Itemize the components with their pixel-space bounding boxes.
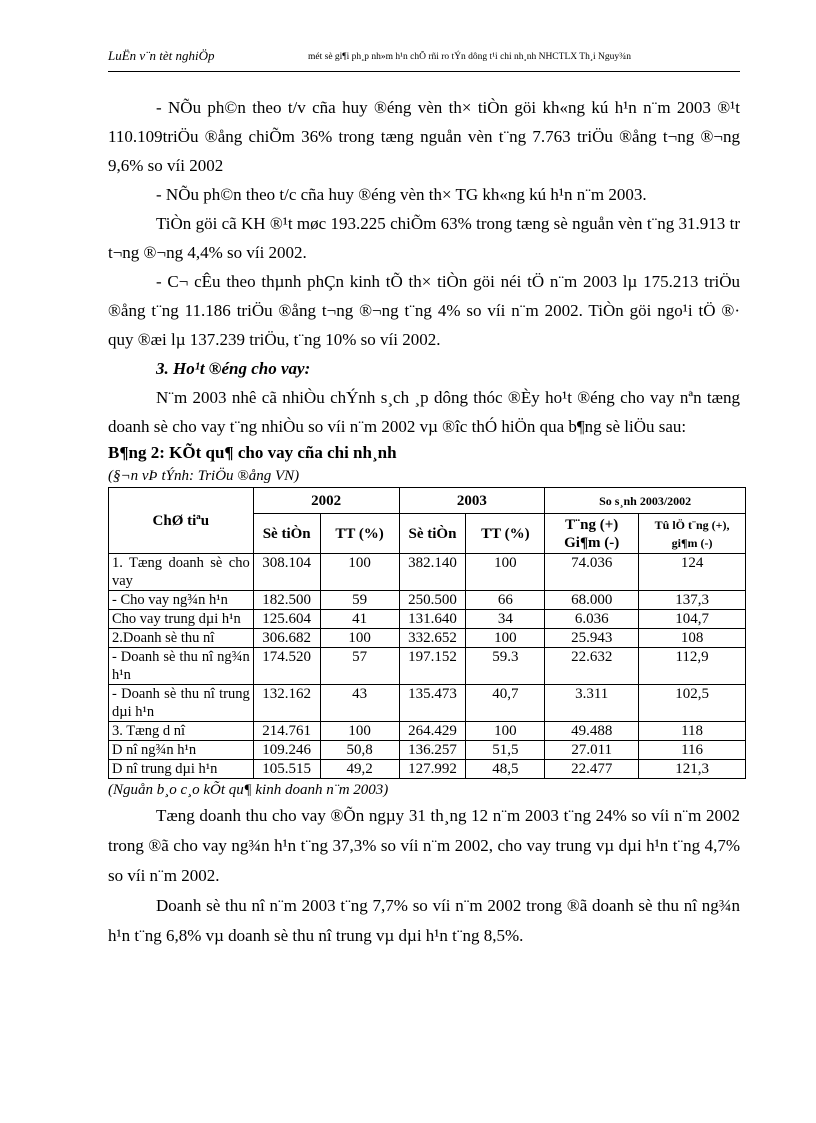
cell-t2002: 49,2 xyxy=(320,760,399,779)
page-header xyxy=(108,46,740,68)
cell-t2002: 43 xyxy=(320,685,399,722)
header-amount-2002: Sè tiÒn xyxy=(253,514,320,554)
header-right-title: mét sè gi¶i ph¸p nh»m h¹n chÕ rñi ro tÝn dông t¹i chi nh¸nh NHCTLX Th¸i Nguy¾n xyxy=(308,52,632,62)
header-2003: 2003 xyxy=(399,488,545,514)
header-share-2002: TT (%) xyxy=(320,514,399,554)
cell-change: 49.488 xyxy=(545,722,639,741)
row-label: D nî trung dµi h¹n xyxy=(109,760,254,779)
table-row xyxy=(109,591,746,610)
paragraph-7: Doanh sè thu nî n¨m 2003 t¨ng 7,7% so víi n¨m 2002 trong ®ã doanh sè thu nî ng¾n h¹n t¨ng 6,8% vµ doanh sè thu nî trung vµ dµi h¹n t¨ng 8,5%. xyxy=(108,896,740,945)
cell-a2002: 109.246 xyxy=(253,741,320,760)
row-label: - Doanh sè thu nî trung dµi h¹n xyxy=(109,685,254,722)
paragraph-2: - NÕu ph©n theo t/c cña huy ®éng vèn th× TG kh«ng kú h¹n n¨m 2003. xyxy=(156,185,647,204)
cell-a2003: 332.652 xyxy=(399,629,466,648)
cell-a2003: 131.640 xyxy=(399,610,466,629)
cell-t2002: 59 xyxy=(320,591,399,610)
table-row xyxy=(109,741,746,760)
cell-ratio: 124 xyxy=(639,554,746,591)
cell-t2003: 100 xyxy=(466,554,545,591)
section-heading: 3. Ho¹t ®éng cho vay: xyxy=(156,359,311,378)
cell-change: 74.036 xyxy=(545,554,639,591)
cell-t2003: 40,7 xyxy=(466,685,545,722)
paragraph-3: TiÒn göi cã KH ®¹t møc 193.225 chiÕm 63% trong tæng sè nguån vèn t¨ng 31.913 tr t¬ng ®¬ng 4,4% so víi 2002. xyxy=(108,214,740,262)
header-indicator: ChØ tiªu xyxy=(109,488,254,554)
row-label: Cho vay trung dµi h¹n xyxy=(109,610,254,629)
cell-ratio: 121,3 xyxy=(639,760,746,779)
table-row xyxy=(109,610,746,629)
cell-a2003: 382.140 xyxy=(399,554,466,591)
table-row xyxy=(109,554,746,591)
cell-a2002: 182.500 xyxy=(253,591,320,610)
header-2002: 2002 xyxy=(253,488,399,514)
paragraph-5: N¨m 2003 nhê cã nhiÒu chÝnh s¸ch ¸p dông thóc ®Èy ho¹t ®éng cho vay nªn tæng doanh sè cho vay t¨ng nhiÒu so víi n¨m 2002 vµ ®îc thÓ hiÖn qua b¶ng sè liÖu sau: xyxy=(108,388,740,436)
cell-change: 27.011 xyxy=(545,741,639,760)
cell-t2002: 100 xyxy=(320,629,399,648)
cell-change: 22.477 xyxy=(545,760,639,779)
cell-a2003: 135.473 xyxy=(399,685,466,722)
cell-change: 3.311 xyxy=(545,685,639,722)
cell-a2002: 125.604 xyxy=(253,610,320,629)
header-change: T¨ng (+) Gi¶m (-) xyxy=(545,514,639,554)
table-row xyxy=(109,648,746,685)
table-source: (Nguån b¸o c¸o kÕt qu¶ kinh doanh n¨m 2003) xyxy=(108,782,389,798)
table-title: B¶ng 2: KÕt qu¶ cho vay cña chi nh¸nh xyxy=(108,443,397,462)
header-left-title: LuËn v¨n tèt nghiÖp xyxy=(108,48,215,63)
table-row xyxy=(109,760,746,779)
row-label: 2.Doanh sè thu nî xyxy=(109,629,254,648)
cell-a2003: 197.152 xyxy=(399,648,466,685)
row-label: - Doanh sè thu nî ng¾n h¹n xyxy=(109,648,254,685)
table-row xyxy=(109,685,746,722)
header-share-2003: TT (%) xyxy=(466,514,545,554)
row-label: - Cho vay ng¾n h¹n xyxy=(109,591,254,610)
loan-results-table xyxy=(108,487,746,779)
cell-change: 22.632 xyxy=(545,648,639,685)
cell-t2003: 51,5 xyxy=(466,741,545,760)
cell-t2003: 59.3 xyxy=(466,648,545,685)
cell-t2002: 100 xyxy=(320,554,399,591)
cell-a2002: 214.761 xyxy=(253,722,320,741)
cell-ratio: 104,7 xyxy=(639,610,746,629)
table-unit: (§¬n vÞ tÝnh: TriÖu ®ång VN) xyxy=(108,468,300,484)
cell-a2003: 127.992 xyxy=(399,760,466,779)
cell-change: 25.943 xyxy=(545,629,639,648)
header-ratio: Tû lÖ t¨ng (+), gi¶m (-) xyxy=(639,514,746,554)
cell-t2003: 66 xyxy=(466,591,545,610)
cell-t2002: 100 xyxy=(320,722,399,741)
cell-ratio: 118 xyxy=(639,722,746,741)
paragraph-6: Tæng doanh thu cho vay ®Õn ngµy 31 th¸ng 12 n¨m 2003 t¨ng 24% so víi n¨m 2002 trong ®ã cho vay ng¾n h¹n t¨ng 37,3% so víi n¨m 2002, cho vay trung vµ dµi h¹n t¨ng 4,7% so víi n¨m 2002. xyxy=(108,806,740,885)
cell-t2003: 48,5 xyxy=(466,760,545,779)
cell-t2003: 100 xyxy=(466,629,545,648)
row-label: D nî ng¾n h¹n xyxy=(109,741,254,760)
cell-t2003: 34 xyxy=(466,610,545,629)
cell-t2002: 41 xyxy=(320,610,399,629)
cell-a2002: 105.515 xyxy=(253,760,320,779)
cell-a2002: 308.104 xyxy=(253,554,320,591)
paragraph-1: - NÕu ph©n theo t/v cña huy ®éng vèn th× tiÒn göi kh«ng kú h¹n n¨m 2003 ®¹t 110.109triÖu ®ång chiÕm 36% trong tæng nguån vèn t¨ng 7.763 triÖu ®ång t¬ng ®¬ng 9,6% so víi 2002 xyxy=(108,98,740,175)
cell-a2002: 174.520 xyxy=(253,648,320,685)
table-body xyxy=(109,554,746,779)
row-label: 1. Tæng doanh sè cho vay xyxy=(109,554,254,591)
cell-a2003: 250.500 xyxy=(399,591,466,610)
table-row xyxy=(109,722,746,741)
cell-ratio: 137,3 xyxy=(639,591,746,610)
header-rule xyxy=(108,71,740,72)
header-amount-2003: Sè tiÒn xyxy=(399,514,466,554)
cell-t2002: 57 xyxy=(320,648,399,685)
cell-a2002: 132.162 xyxy=(253,685,320,722)
cell-ratio: 108 xyxy=(639,629,746,648)
cell-t2002: 50,8 xyxy=(320,741,399,760)
cell-t2003: 100 xyxy=(466,722,545,741)
row-label: 3. Tæng d nî xyxy=(109,722,254,741)
page-body xyxy=(108,93,740,951)
cell-a2002: 306.682 xyxy=(253,629,320,648)
header-compare: So s¸nh 2003/2002 xyxy=(545,488,746,514)
cell-ratio: 102,5 xyxy=(639,685,746,722)
cell-ratio: 112,9 xyxy=(639,648,746,685)
cell-a2003: 136.257 xyxy=(399,741,466,760)
cell-change: 68.000 xyxy=(545,591,639,610)
cell-change: 6.036 xyxy=(545,610,639,629)
cell-ratio: 116 xyxy=(639,741,746,760)
table-row xyxy=(109,629,746,648)
paragraph-4: - C¬ cÊu theo thµnh phÇn kinh tÕ th× tiÒn göi néi tÖ n¨m 2003 lµ 175.213 triÖu ®ång t¨ng 11.186 triÖu ®ång t¬ng ®¬ng t¨ng 4% so víi n¨m 2002. TiÒn göi ngo¹i tÖ ®· quy ®æi lµ 137.239 triÖu, t¨ng 10% so víi 2002. xyxy=(108,272,740,349)
cell-a2003: 264.429 xyxy=(399,722,466,741)
